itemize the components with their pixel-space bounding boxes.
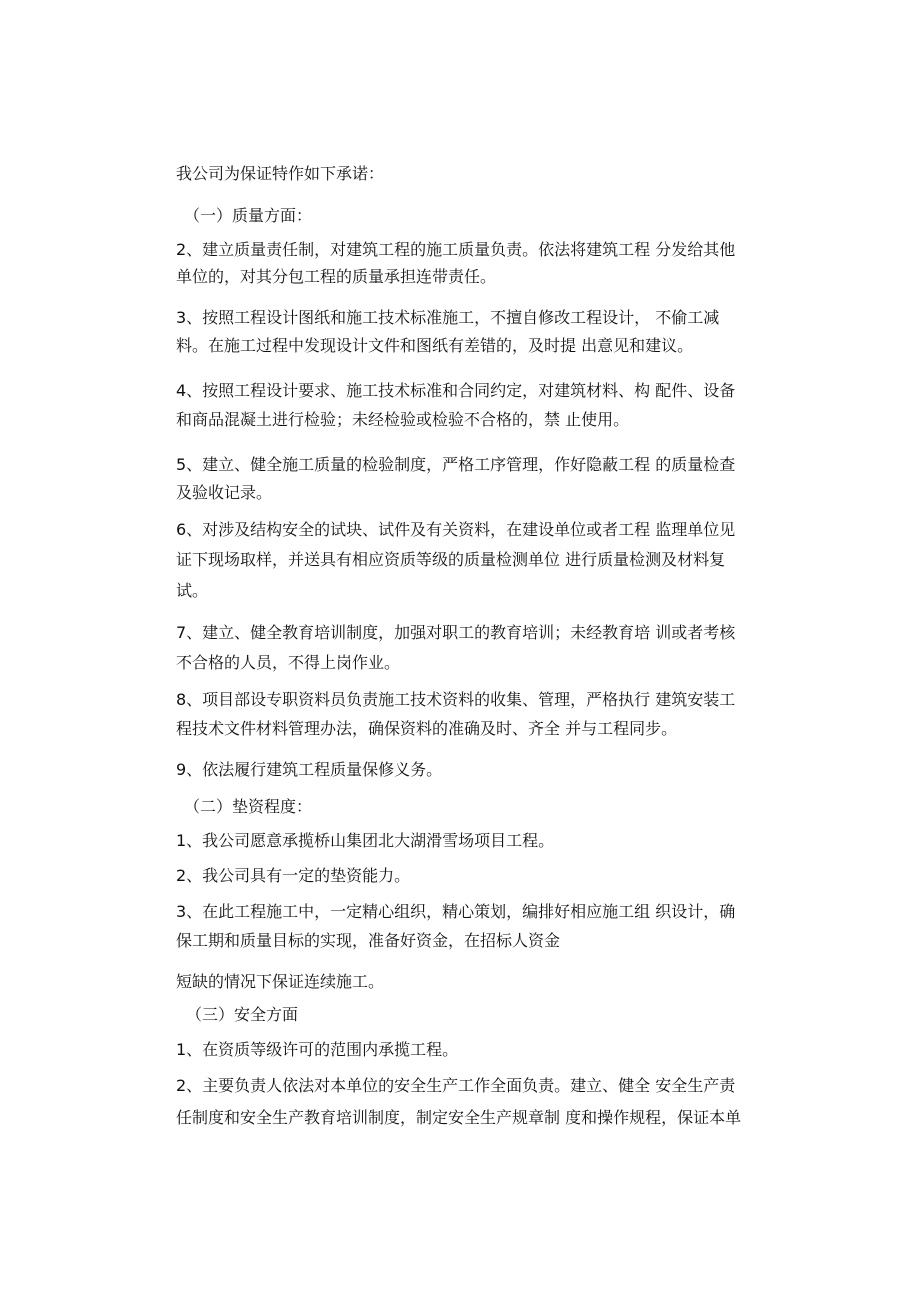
text-line: 2、主要负责人依法对本单位的安全生产工作全面负责。建立、健全 安全生产责 <box>176 1076 736 1095</box>
intro-line: 我公司为保证特作如下承诺： <box>176 164 385 183</box>
section-heading-safety: （三）安全方面 <box>186 1005 299 1024</box>
text-line: 3、按照工程设计图纸和施工技术标准施工，不擅自修改工程设计， 不偷工减 <box>176 308 720 327</box>
text-line: 不合格的人员，不得上岗作业。 <box>176 653 401 672</box>
text-line: 5、建立、健全施工质量的检验制度，严格工序管理，作好隐蔽工程 的质量检查 <box>176 455 736 474</box>
text-line: 保工期和质量目标的实现，准备好资金，在招标人资金 <box>176 931 561 950</box>
text-line: 1、我公司愿意承揽桥山集团北大湖滑雪场项目工程。 <box>176 831 555 850</box>
text-line: 程技术文件材料管理办法，确保资料的准确及时、齐全 并与工程同步。 <box>176 719 678 738</box>
text-line: 3、在此工程施工中，一定精心组织，精心策划，编排好相应施工组 织设计，确 <box>176 902 736 921</box>
text-line: 证下现场取样，并送具有相应资质等级的质量检测单位 进行质量检测及材料复 <box>176 550 726 569</box>
text-line: 单位的，对其分包工程的质量承担连带责任。 <box>176 267 497 286</box>
text-line: 2、建立质量责任制，对建筑工程的施工质量负责。依法将建筑工程 分发给其他 <box>176 240 736 259</box>
text-line: 2、我公司具有一定的垫资能力。 <box>176 866 411 885</box>
text-line: 7、建立、健全教育培训制度，加强对职工的教育培训；未经教育培 训或者考核 <box>176 623 736 642</box>
text-line: 9、依法履行建筑工程质量保修义务。 <box>176 760 443 779</box>
text-line: 及验收记录。 <box>176 483 273 502</box>
text-line: 试。 <box>176 581 209 600</box>
text-line: 和商品混凝土进行检验；未经检验或检验不合格的，禁 止使用。 <box>176 410 630 429</box>
text-line: 6、对涉及结构安全的试块、试件及有关资料，在建设单位或者工程 监理单位见 <box>176 520 736 539</box>
section-heading-advance-funding: （二）垫资程度： <box>184 797 313 816</box>
text-line: 4、按照工程设计要求、施工技术标准和合同约定，对建筑材料、构 配件、设备 <box>176 381 736 400</box>
text-line: 任制度和安全生产教育培训制度，制定安全生产规章制 度和操作规程，保证本单 <box>176 1108 742 1127</box>
text-line: 料。在施工过程中发现设计文件和图纸有差错的，及时提 出意见和建议。 <box>176 336 694 355</box>
text-line: 8、项目部设专职资料员负责施工技术资料的收集、管理，严格执行 建筑安装工 <box>176 690 736 709</box>
section-heading-quality: （一）质量方面： <box>184 206 313 225</box>
text-line: 短缺的情况下保证连续施工。 <box>176 972 385 991</box>
text-line: 1、在资质等级许可的范围内承揽工程。 <box>176 1040 459 1059</box>
